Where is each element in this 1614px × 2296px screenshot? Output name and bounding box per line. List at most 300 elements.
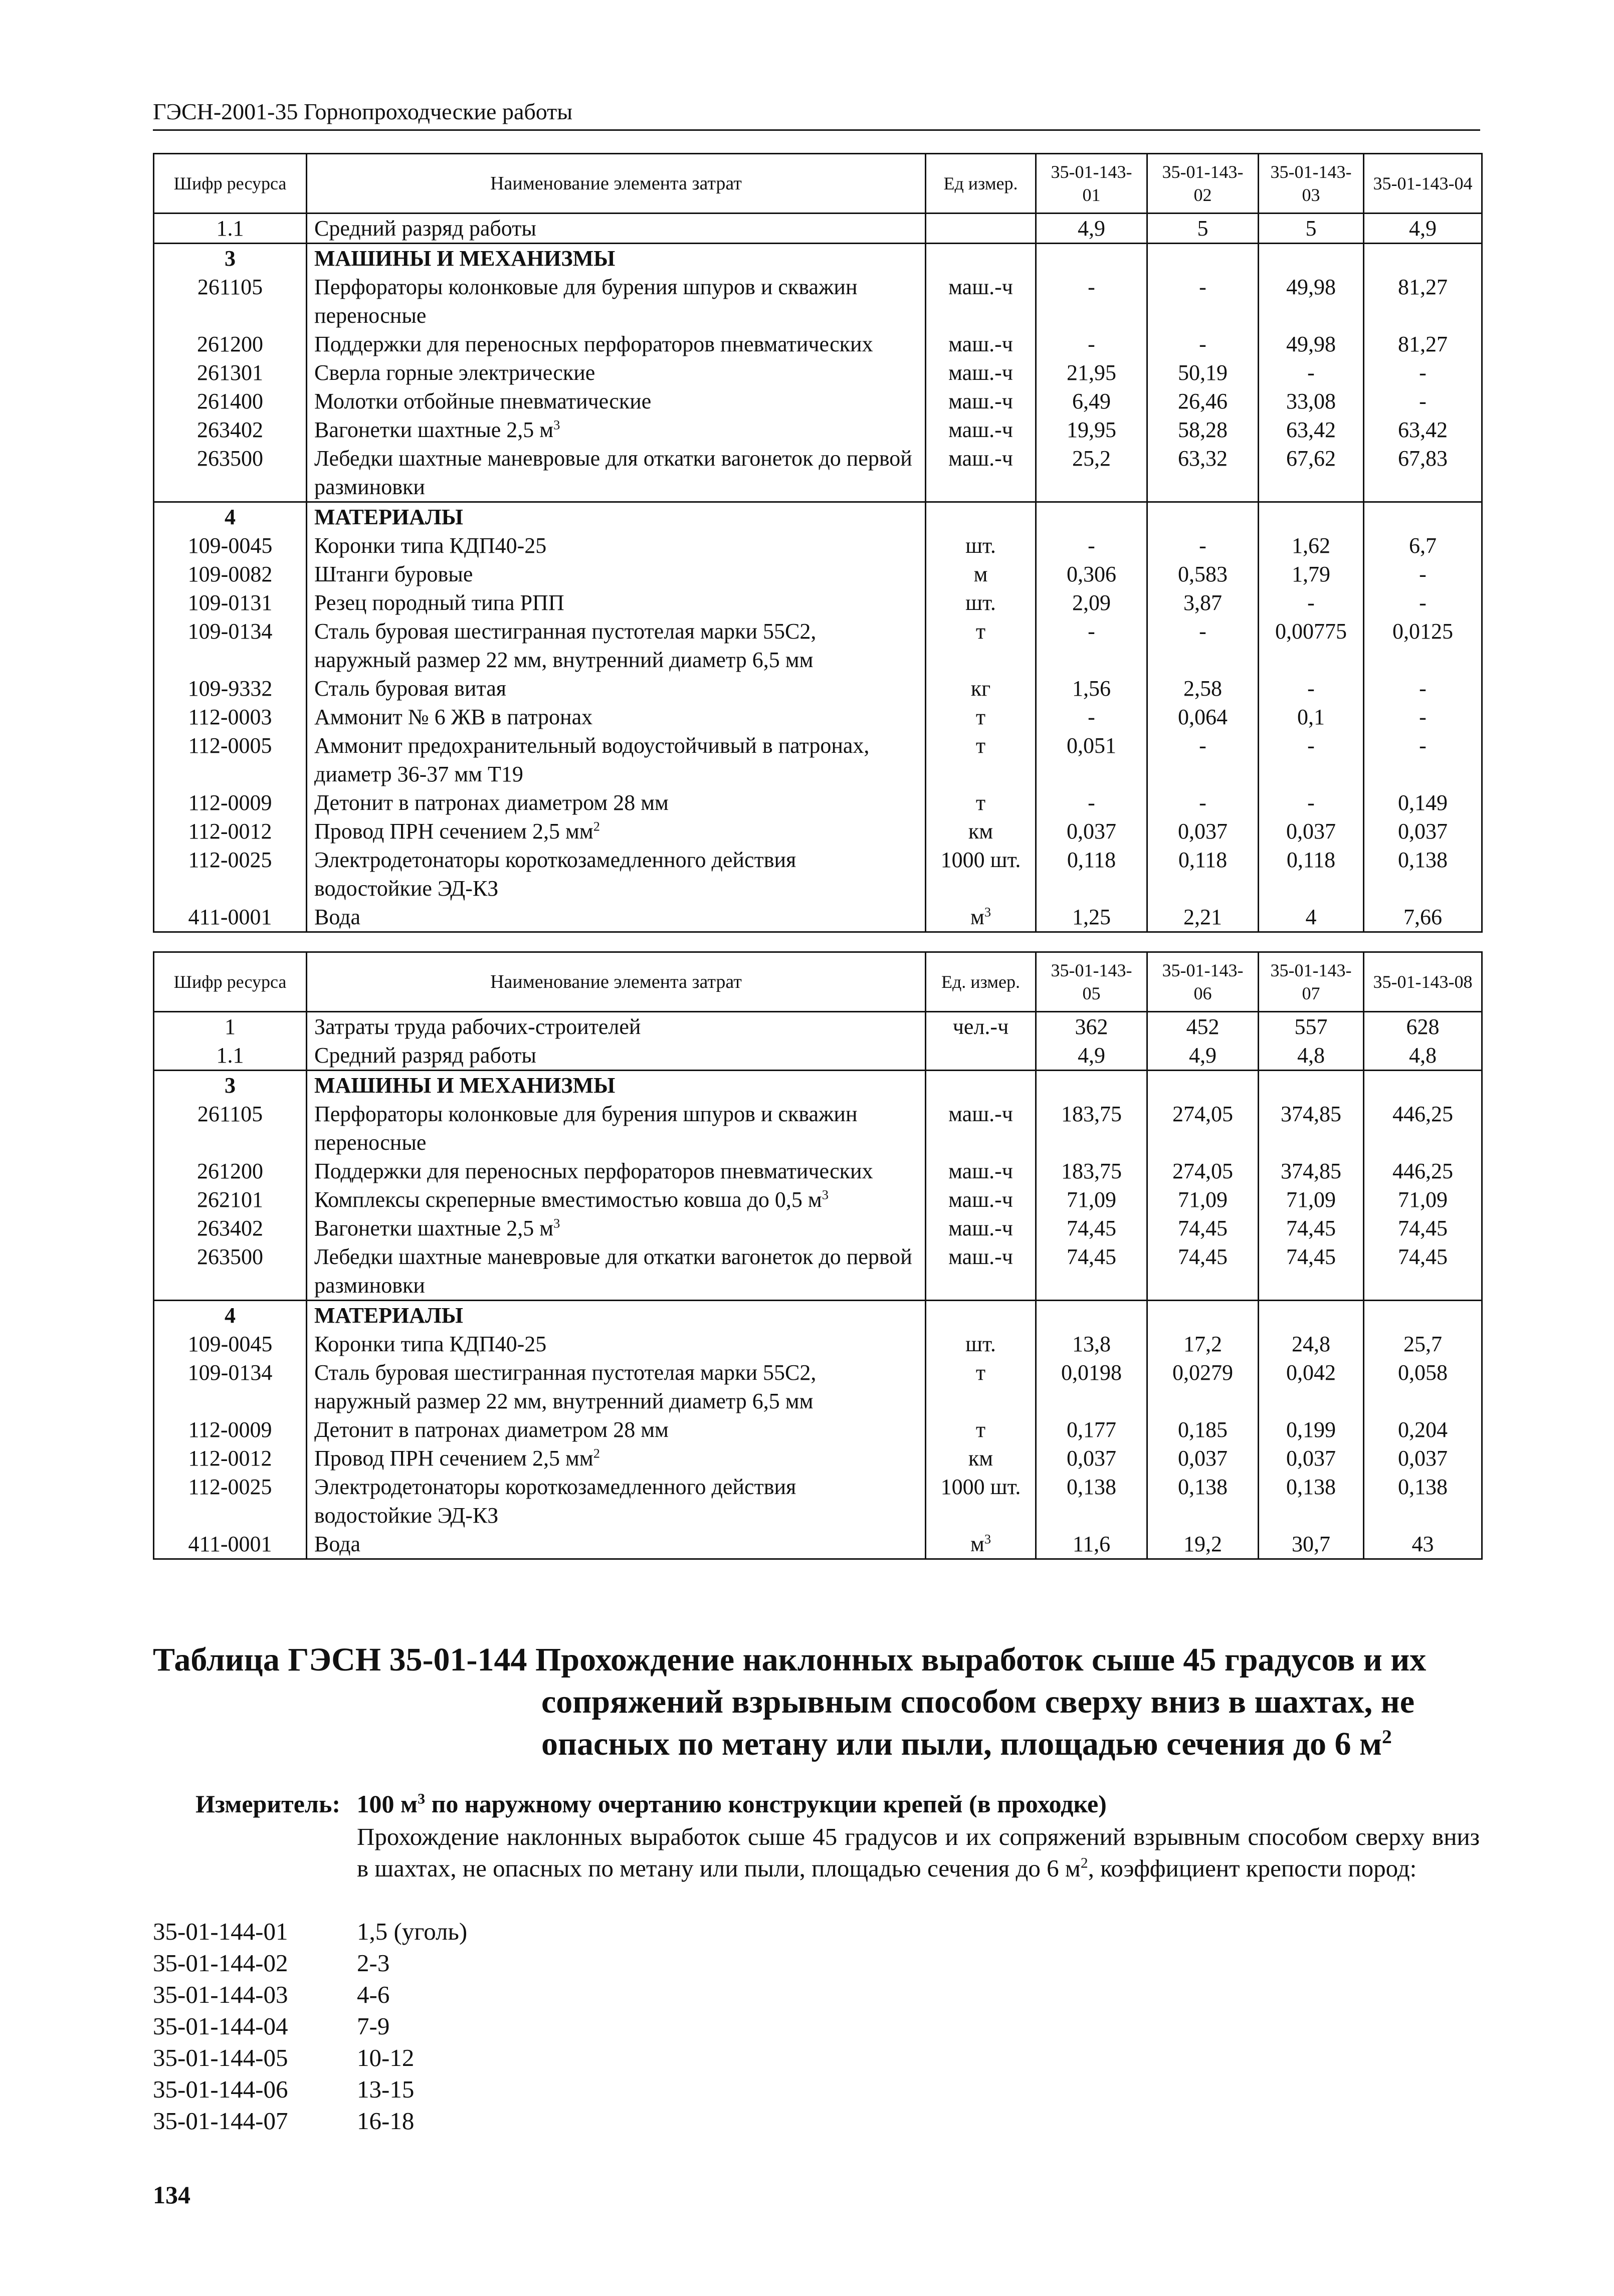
value-cell: 4,9 xyxy=(1364,214,1482,244)
value-cell: 0,058 xyxy=(1364,1358,1482,1415)
value-cell: 557 xyxy=(1259,1012,1364,1041)
column-header: 35-01-143-04 xyxy=(1364,154,1482,214)
unit: маш.-ч xyxy=(926,330,1036,358)
value-cell: 0,037 xyxy=(1259,817,1364,846)
resource-code: 263500 xyxy=(154,1242,307,1301)
code-list-item xyxy=(153,2073,467,2105)
value-cell: 0,0279 xyxy=(1147,1358,1259,1415)
value-cell xyxy=(1036,1301,1147,1330)
resource-code: 4 xyxy=(154,1301,307,1330)
column-header: 35-01-143-02 xyxy=(1147,154,1259,214)
resource-code: 112-0012 xyxy=(154,1444,307,1473)
resource-code: 262101 xyxy=(154,1185,307,1214)
table-row xyxy=(154,214,1482,244)
resource-name: МАТЕРИАЛЫ xyxy=(307,1301,926,1330)
resource-code: 112-0012 xyxy=(154,817,307,846)
value-cell: 0,149 xyxy=(1364,788,1482,817)
value-cell: 71,09 xyxy=(1147,1185,1259,1214)
table-row xyxy=(154,387,1482,415)
value-cell: - xyxy=(1364,674,1482,703)
title-line-1: Таблица ГЭСН 35-01-144 Прохождение наклонных выработок сыше 45 градусов и их xyxy=(153,1641,1427,1678)
value-cell: 33,08 xyxy=(1259,387,1364,415)
value-cell: 1,25 xyxy=(1036,903,1147,932)
value-cell: 0,037 xyxy=(1147,1444,1259,1473)
column-header: 35-01-143-07 xyxy=(1259,952,1364,1012)
table-row xyxy=(154,846,1482,903)
rock-hardness: 10-12 xyxy=(357,2044,415,2071)
value-cell: 274,05 xyxy=(1147,1157,1259,1185)
table-row xyxy=(154,1185,1482,1214)
measure-unit xyxy=(195,1789,1107,1818)
value-cell xyxy=(1036,1071,1147,1100)
value-cell: - xyxy=(1036,330,1147,358)
resource-name: Средний разряд работы xyxy=(307,1041,926,1071)
unit: 1000 шт. xyxy=(926,846,1036,903)
value-cell: 0,037 xyxy=(1364,817,1482,846)
unit: 1000 шт. xyxy=(926,1473,1036,1530)
unit: $м^3$ xyxy=(926,1530,1036,1559)
resource-code: 261105 xyxy=(154,273,307,330)
table-row xyxy=(154,1100,1482,1157)
resource-name: Вагонетки шахтные 2,5 $м^3$ xyxy=(307,415,926,444)
resource-name: Сталь буровая шестигранная пустотелая марки 55С2, наружный размер 22 мм, внутренний диаметр 6,5 мм xyxy=(307,1358,926,1415)
value-cell: 74,45 xyxy=(1364,1214,1482,1242)
resource-code: 109-0045 xyxy=(154,531,307,560)
resource-code: 411-0001 xyxy=(154,903,307,932)
table-row xyxy=(154,1214,1482,1242)
unit: $м^3$ xyxy=(926,903,1036,932)
value-cell: 74,45 xyxy=(1259,1242,1364,1301)
column-header: 35-01-143-03 xyxy=(1259,154,1364,214)
resource-name: Вагонетки шахтные 2,5 $м^3$ xyxy=(307,1214,926,1242)
unit xyxy=(926,1071,1036,1100)
value-cell: 21,95 xyxy=(1036,358,1147,387)
measure-label: Измеритель: xyxy=(195,1790,341,1818)
value-cell: - xyxy=(1259,788,1364,817)
unit: м xyxy=(926,560,1036,588)
resource-code: 1.1 xyxy=(154,1041,307,1071)
value-cell: - xyxy=(1036,788,1147,817)
table-row xyxy=(154,1473,1482,1530)
value-cell: 0,037 xyxy=(1364,1444,1482,1473)
table-row xyxy=(154,531,1482,560)
resource-code: 109-0045 xyxy=(154,1330,307,1358)
code-list-item xyxy=(153,2010,467,2042)
value-cell: 0,306 xyxy=(1036,560,1147,588)
norm-code: 35-01-144-07 xyxy=(153,2107,288,2135)
resource-name: Провод ПРН сечением 2,5 $мм^2$ xyxy=(307,1444,926,1473)
value-cell: 6,7 xyxy=(1364,531,1482,560)
resource-name: Молотки отбойные пневматические xyxy=(307,387,926,415)
unit xyxy=(926,1301,1036,1330)
resource-name: Вода xyxy=(307,903,926,932)
value-cell: 25,7 xyxy=(1364,1330,1482,1358)
value-cell: 0,138 xyxy=(1259,1473,1364,1530)
resource-name: Аммонит № 6 ЖВ в патронах xyxy=(307,703,926,731)
resource-name: Лебедки шахтные маневровые для откатки вагонеток до первой разминовки xyxy=(307,444,926,502)
norm-code: 35-01-144-01 xyxy=(153,1918,288,1945)
value-cell: 0,037 xyxy=(1036,817,1147,846)
resource-code: 3 xyxy=(154,244,307,273)
value-cell: 0,1 xyxy=(1259,703,1364,731)
resource-name: МАШИНЫ И МЕХАНИЗМЫ xyxy=(307,1071,926,1100)
value-cell: 63,42 xyxy=(1259,415,1364,444)
column-header: Шифр ресурса xyxy=(154,952,307,1012)
resource-name: Сверла горные электрические xyxy=(307,358,926,387)
value-cell: 0,199 xyxy=(1259,1415,1364,1444)
resource-code: 112-0003 xyxy=(154,703,307,731)
resource-name: Сталь буровая шестигранная пустотелая марки 55С2, наружный размер 22 мм, внутренний диаметр 6,5 мм xyxy=(307,617,926,674)
value-cell: - xyxy=(1364,731,1482,788)
unit xyxy=(926,244,1036,273)
value-cell xyxy=(1364,1301,1482,1330)
resource-code: 263500 xyxy=(154,444,307,502)
table-row xyxy=(154,330,1482,358)
value-cell: 0,118 xyxy=(1147,846,1259,903)
title-line-2: сопряжений взрывным способом сверху вниз в шахтах, не xyxy=(541,1684,1415,1720)
value-cell: 0,138 xyxy=(1364,1473,1482,1530)
value-cell: 2,09 xyxy=(1036,588,1147,617)
unit xyxy=(926,502,1036,532)
value-cell: 1,79 xyxy=(1259,560,1364,588)
running-header: ГЭСН-2001-35 Горнопроходческие работы xyxy=(153,99,573,124)
value-cell: 0,138 xyxy=(1036,1473,1147,1530)
value-cell: - xyxy=(1259,731,1364,788)
value-cell: - xyxy=(1036,617,1147,674)
title-line-3: опасных по метану или пыли, площадью сечения до 6 $м^2$ xyxy=(541,1726,1392,1762)
resource-code: 411-0001 xyxy=(154,1530,307,1559)
value-cell xyxy=(1364,244,1482,273)
resource-name: Коронки типа КДП40-25 xyxy=(307,1330,926,1358)
value-cell: 81,27 xyxy=(1364,330,1482,358)
table-row xyxy=(154,1041,1482,1071)
unit: маш.-ч xyxy=(926,1242,1036,1301)
unit: т xyxy=(926,703,1036,731)
resource-code: 112-0025 xyxy=(154,1473,307,1530)
table-row xyxy=(154,903,1482,932)
table-row xyxy=(154,731,1482,788)
resource-name: Детонит в патронах диаметром 28 мм xyxy=(307,788,926,817)
norm-code: 35-01-144-04 xyxy=(153,2012,288,2040)
code-list-item xyxy=(153,2105,467,2137)
resource-code: 1 xyxy=(154,1012,307,1041)
value-cell: 4,9 xyxy=(1036,214,1147,244)
unit: маш.-ч xyxy=(926,387,1036,415)
value-cell: 2,21 xyxy=(1147,903,1259,932)
column-header: Шифр ресурса xyxy=(154,154,307,214)
unit: маш.-ч xyxy=(926,1100,1036,1157)
value-cell: 0,138 xyxy=(1364,846,1482,903)
resource-name: Электродетонаторы короткозамедленного действия водостойкие ЭД-КЗ xyxy=(307,846,926,903)
table-row xyxy=(154,788,1482,817)
resource-name: Перфораторы колонковые для бурения шпуров и скважин переносные xyxy=(307,273,926,330)
value-cell xyxy=(1364,502,1482,532)
value-cell: 0,118 xyxy=(1036,846,1147,903)
value-cell: 0,0198 xyxy=(1036,1358,1147,1415)
unit: т xyxy=(926,617,1036,674)
unit: кг xyxy=(926,674,1036,703)
value-cell: - xyxy=(1364,387,1482,415)
unit: т xyxy=(926,788,1036,817)
value-cell: 274,05 xyxy=(1147,1100,1259,1157)
column-header: Наименование элемента затрат xyxy=(307,154,926,214)
unit: маш.-ч xyxy=(926,358,1036,387)
unit: маш.-ч xyxy=(926,1185,1036,1214)
value-cell xyxy=(1036,502,1147,532)
value-cell: - xyxy=(1364,358,1482,387)
table-row xyxy=(154,1415,1482,1444)
resource-code: 263402 xyxy=(154,415,307,444)
resource-name: Вода xyxy=(307,1530,926,1559)
value-cell: 63,42 xyxy=(1364,415,1482,444)
unit: шт. xyxy=(926,1330,1036,1358)
value-cell: 74,45 xyxy=(1147,1242,1259,1301)
unit: т xyxy=(926,1415,1036,1444)
value-cell xyxy=(1259,1301,1364,1330)
rock-hardness: 1,5 (уголь) xyxy=(357,1918,468,1945)
resource-name: Штанги буровые xyxy=(307,560,926,588)
resource-code: 263402 xyxy=(154,1214,307,1242)
value-cell: 26,46 xyxy=(1147,387,1259,415)
value-cell xyxy=(1147,244,1259,273)
value-cell: 0,583 xyxy=(1147,560,1259,588)
norm-code: 35-01-144-02 xyxy=(153,1949,288,1977)
value-cell xyxy=(1036,244,1147,273)
value-cell: 0,185 xyxy=(1147,1415,1259,1444)
section-row xyxy=(154,1071,1482,1100)
resource-name: Поддержки для переносных перфораторов пневматических xyxy=(307,330,926,358)
rock-hardness: 2-3 xyxy=(357,1949,390,1977)
value-cell xyxy=(1364,1071,1482,1100)
value-cell: 446,25 xyxy=(1364,1100,1482,1157)
resource-name: Резец породный типа РПП xyxy=(307,588,926,617)
table-row xyxy=(154,703,1482,731)
unit: км xyxy=(926,1444,1036,1473)
value-cell: 74,45 xyxy=(1036,1214,1147,1242)
resource-code: 112-0025 xyxy=(154,846,307,903)
section-row xyxy=(154,502,1482,532)
resource-name: Электродетонаторы короткозамедленного действия водостойкие ЭД-КЗ xyxy=(307,1473,926,1530)
value-cell: 74,45 xyxy=(1259,1214,1364,1242)
code-list xyxy=(153,1916,467,2137)
unit: шт. xyxy=(926,531,1036,560)
column-header: Ед. измер. xyxy=(926,952,1036,1012)
column-header: 35-01-143-06 xyxy=(1147,952,1259,1012)
value-cell: 13,8 xyxy=(1036,1330,1147,1358)
value-cell: - xyxy=(1364,703,1482,731)
value-cell: 6,49 xyxy=(1036,387,1147,415)
value-cell: 67,83 xyxy=(1364,444,1482,502)
resource-code: 261105 xyxy=(154,1100,307,1157)
value-cell: - xyxy=(1147,531,1259,560)
value-cell: - xyxy=(1147,788,1259,817)
value-cell: - xyxy=(1147,731,1259,788)
value-cell: - xyxy=(1259,588,1364,617)
code-list-item xyxy=(153,1947,467,1979)
table-header-row xyxy=(154,154,1482,214)
table-row xyxy=(154,1012,1482,1041)
value-cell xyxy=(1147,1071,1259,1100)
value-cell: 4 xyxy=(1259,903,1364,932)
value-cell: 2,58 xyxy=(1147,674,1259,703)
resource-code: 109-9332 xyxy=(154,674,307,703)
table-row xyxy=(154,444,1482,502)
unit: т xyxy=(926,731,1036,788)
value-cell: 183,75 xyxy=(1036,1157,1147,1185)
value-cell: - xyxy=(1364,560,1482,588)
value-cell: 0,042 xyxy=(1259,1358,1364,1415)
value-cell: 4,8 xyxy=(1259,1041,1364,1071)
unit: т xyxy=(926,1358,1036,1415)
value-cell: 4,9 xyxy=(1147,1041,1259,1071)
value-cell: 1,62 xyxy=(1259,531,1364,560)
page-number: 134 xyxy=(153,2181,190,2209)
column-header: Ед измер. xyxy=(926,154,1036,214)
value-cell: 3,87 xyxy=(1147,588,1259,617)
resource-code: 109-0082 xyxy=(154,560,307,588)
resource-code: 261301 xyxy=(154,358,307,387)
value-cell: 49,98 xyxy=(1259,330,1364,358)
unit: км xyxy=(926,817,1036,846)
resource-name: Сталь буровая витая xyxy=(307,674,926,703)
table-row xyxy=(154,1444,1482,1473)
value-cell: 362 xyxy=(1036,1012,1147,1041)
value-cell: - xyxy=(1147,273,1259,330)
value-cell: 0,037 xyxy=(1036,1444,1147,1473)
unit: маш.-ч xyxy=(926,273,1036,330)
resource-code: 112-0005 xyxy=(154,731,307,788)
value-cell: 0,138 xyxy=(1147,1473,1259,1530)
table-row xyxy=(154,1358,1482,1415)
resource-code: 261200 xyxy=(154,1157,307,1185)
section-row xyxy=(154,244,1482,273)
resource-name: Аммонит предохранительный водоустойчивый в патронах, диаметр 36-37 мм Т19 xyxy=(307,731,926,788)
value-cell: - xyxy=(1364,588,1482,617)
resource-table-143-01-04 xyxy=(153,153,1483,933)
resource-code: 261200 xyxy=(154,330,307,358)
value-cell: - xyxy=(1147,617,1259,674)
value-cell xyxy=(1147,502,1259,532)
value-cell: 446,25 xyxy=(1364,1157,1482,1185)
value-cell xyxy=(1259,244,1364,273)
value-cell: 183,75 xyxy=(1036,1100,1147,1157)
unit: маш.-ч xyxy=(926,415,1036,444)
value-cell: 43 xyxy=(1364,1530,1482,1559)
resource-name: МАШИНЫ И МЕХАНИЗМЫ xyxy=(307,244,926,273)
table-row xyxy=(154,560,1482,588)
resource-code: 109-0131 xyxy=(154,588,307,617)
value-cell: 30,7 xyxy=(1259,1530,1364,1559)
resource-code: 112-0009 xyxy=(154,788,307,817)
unit: маш.-ч xyxy=(926,1214,1036,1242)
resource-name: Лебедки шахтные маневровые для откатки вагонеток до первой разминовки xyxy=(307,1242,926,1301)
column-header: 35-01-143-05 xyxy=(1036,952,1147,1012)
column-header: 35-01-143-08 xyxy=(1364,952,1482,1012)
value-cell: 67,62 xyxy=(1259,444,1364,502)
value-cell xyxy=(1259,502,1364,532)
resource-name: Перфораторы колонковые для бурения шпуров и скважин переносные xyxy=(307,1100,926,1157)
table-row xyxy=(154,1330,1482,1358)
value-cell xyxy=(1259,1071,1364,1100)
value-cell: 74,45 xyxy=(1364,1242,1482,1301)
norm-code: 35-01-144-05 xyxy=(153,2044,288,2071)
value-cell: 81,27 xyxy=(1364,273,1482,330)
resource-name: Средний разряд работы xyxy=(307,214,926,244)
value-cell: 5 xyxy=(1147,214,1259,244)
value-cell: 50,19 xyxy=(1147,358,1259,387)
resource-name: Затраты труда рабочих-строителей xyxy=(307,1012,926,1041)
rock-hardness: 13-15 xyxy=(357,2075,415,2103)
value-cell: 58,28 xyxy=(1147,415,1259,444)
unit: чел.-ч xyxy=(926,1012,1036,1041)
unit: шт. xyxy=(926,588,1036,617)
value-cell: 24,8 xyxy=(1259,1330,1364,1358)
table-row xyxy=(154,674,1482,703)
value-cell: 71,09 xyxy=(1364,1185,1482,1214)
value-cell: 25,2 xyxy=(1036,444,1147,502)
value-cell: 0,0125 xyxy=(1364,617,1482,674)
section-row xyxy=(154,1301,1482,1330)
value-cell: 1,56 xyxy=(1036,674,1147,703)
resource-name: Провод ПРН сечением 2,5 $мм^2$ xyxy=(307,817,926,846)
table-row xyxy=(154,358,1482,387)
resource-code: 112-0009 xyxy=(154,1415,307,1444)
unit xyxy=(926,1041,1036,1071)
work-description: Прохождение наклонных выработок сыше 45 градусов и их сопряжений взрывным способом сверху вниз в шахтах, не опасных по метану или пыли, площадью сечения до 6 $м^2$, коэффициент крепости пород: xyxy=(357,1823,1480,1882)
value-cell: 63,32 xyxy=(1147,444,1259,502)
table-row xyxy=(154,1157,1482,1185)
rock-hardness: 4-6 xyxy=(357,1981,390,2008)
value-cell: 0,00775 xyxy=(1259,617,1364,674)
column-header: Наименование элемента затрат xyxy=(307,952,926,1012)
value-cell: 19,95 xyxy=(1036,415,1147,444)
resource-name: Детонит в патронах диаметром 28 мм xyxy=(307,1415,926,1444)
unit xyxy=(926,214,1036,244)
value-cell: 19,2 xyxy=(1147,1530,1259,1559)
resource-code: 261400 xyxy=(154,387,307,415)
rock-hardness: 16-18 xyxy=(357,2107,415,2135)
value-cell: 4,9 xyxy=(1036,1041,1147,1071)
value-cell: 0,051 xyxy=(1036,731,1147,788)
value-cell: - xyxy=(1036,273,1147,330)
table-row xyxy=(154,588,1482,617)
resource-code: 109-0134 xyxy=(154,617,307,674)
table-row xyxy=(154,1530,1482,1559)
resource-name: Комплексы скреперные вместимостью ковша до 0,5 $м^3$ xyxy=(307,1185,926,1214)
value-cell: - xyxy=(1259,674,1364,703)
resource-code: 1.1 xyxy=(154,214,307,244)
value-cell: 74,45 xyxy=(1147,1214,1259,1242)
value-cell: 4,8 xyxy=(1364,1041,1482,1071)
table-row xyxy=(154,1242,1482,1301)
value-cell: 74,45 xyxy=(1036,1242,1147,1301)
value-cell: 374,85 xyxy=(1259,1157,1364,1185)
table-title xyxy=(153,1639,1481,1765)
value-cell: 0,037 xyxy=(1259,1444,1364,1473)
value-cell: 452 xyxy=(1147,1012,1259,1041)
table-row xyxy=(154,273,1482,330)
column-header: 35-01-143-01 xyxy=(1036,154,1147,214)
value-cell: 11,6 xyxy=(1036,1530,1147,1559)
value-cell: - xyxy=(1036,703,1147,731)
value-cell: 49,98 xyxy=(1259,273,1364,330)
value-cell: 374,85 xyxy=(1259,1100,1364,1157)
value-cell: - xyxy=(1259,358,1364,387)
rock-hardness: 7-9 xyxy=(357,2012,390,2040)
norm-code: 35-01-144-06 xyxy=(153,2075,288,2103)
resource-name: Поддержки для переносных перфораторов пневматических xyxy=(307,1157,926,1185)
value-cell: 0,177 xyxy=(1036,1415,1147,1444)
